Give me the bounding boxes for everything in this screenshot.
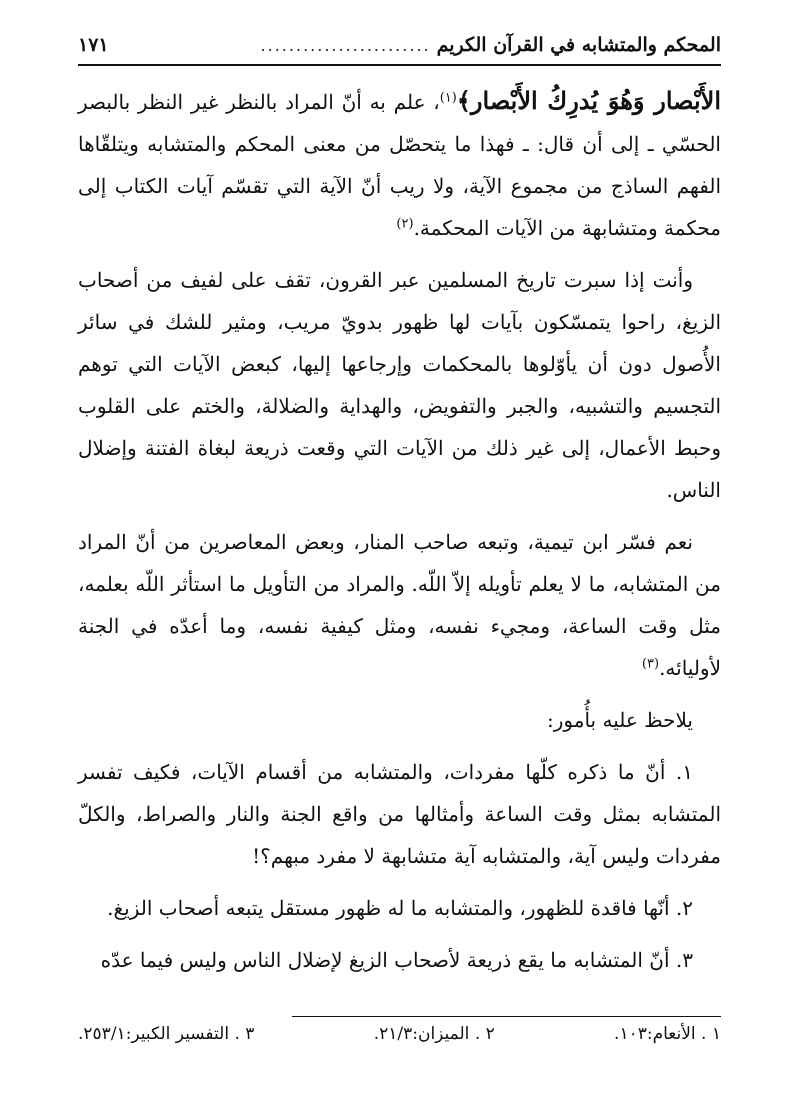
footnote-3: ٣ . التفسير الكبير:٢٥٣/١. [78,1024,255,1044]
quran-quote: الأَبْصار وَهُوَ يُدرِكُ الأَبْصار﴾ [456,86,721,115]
header-dot-leader: ........................ [260,35,431,55]
paragraph-1 [78,80,721,249]
objections-heading: يلاحظ عليه بأُمور: [547,708,693,732]
list-item-2: ٢. أنّها فاقدة للظهور، والمتشابه ما له ظهور مستقل يتبعه أصحاب الزيغ. [107,896,693,920]
main-text [78,80,721,991]
header-rule [78,64,721,66]
paragraph-2: وأنت إذا سبرت تاريخ المسلمين عبر القرون، تقف على لفيف من أصحاب الزيغ، راحوا يتمسّكون بآيات لها ظهور بدويّ مريب، ومثير للشك في سائر الأُصول دون أن يأوّلوها بالمحكمات وإرجاعها إليها، كبعض الآيات التي توهم التجسيم والتشبيه، والجبر والتفويض، والهداية والضلالة، والختم على القلوب وحبط الأعمال، إلى غير ذلك من الآيات التي وقعت ذريعة لبغاة الفتنة وإضلال الناس. [78,268,722,502]
footnote-2: ٢ . الميزان:٢١/٣. [373,1024,495,1044]
running-header [78,28,721,62]
footnotes [78,1024,721,1044]
paragraph-3-text: نعم فسّر ابن تيمية، وتبعه صاحب المنار، وبعض المعاصرين من أنّ المراد من المتشابه، ما لا يعلم تأويله إلاّ اللّه. والمراد من التأويل ما استأثر اللّه بعلمه، مثل وقت الساعة، ومجيء نفسه، ومثل كيفية نفسه، وما أعدّه في الجنة لأوليائه. [78,530,721,680]
list-item-1: ١. أنّ ما ذكره كلّها مفردات، والمتشابه من أقسام الآيات، فكيف تفسر المتشابه بمثل وقت الساعة وأمثالها من واقع الجنة والنار والصراط، والكلّ مفردات وليس آية، والمتشابه آية متشابهة لا مفرد مبهم؟! [78,760,721,868]
page-number: ١٧١ [78,34,109,56]
footnote-1: ١ . الأنعام:١٠٣. [614,1024,721,1044]
header-title: المحكم والمتشابه في القرآن الكريم [436,34,721,56]
footnote-ref-1: (١) [439,90,457,106]
footnote-ref-3: (٣) [641,656,660,672]
footnote-rule [292,1016,721,1017]
list-item-3: ٣. أنّ المتشابه ما يقع ذريعة لأصحاب الزيغ لإضلال الناس وليس فيما عدّه [100,948,693,972]
paragraph-1-text: ، علم به أنّ المراد بالنظر غير النظر بالبصر الحسّي ـ إلى أن قال: ـ فهذا ما يتحصّل من معنى المحكم والمتشابه ويتلقّاها الفهم الساذج من مجموع الآية، ولا ريب أنّ الآية التي تقسّم آيات الكتاب إلى محكمة ومتشابهة من الآيات المحكمة. [78,90,721,240]
paragraph-3 [78,521,721,689]
footnote-ref-2: (٢) [396,216,414,232]
